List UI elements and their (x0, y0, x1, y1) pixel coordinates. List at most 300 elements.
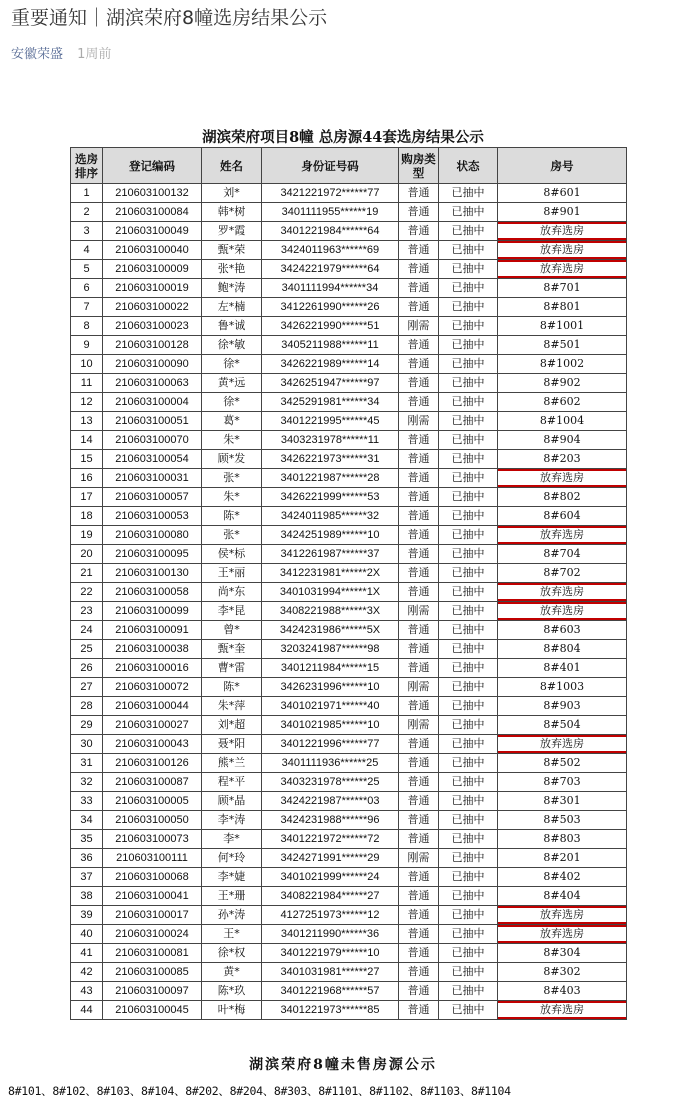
type-cell: 普通 (399, 1001, 439, 1020)
unsold-list: 8#101、8#102、8#103、8#104、8#202、8#204、8#303、8#1101、8#1102、8#1103、8#1104 (8, 1084, 511, 1098)
order-cell: 14 (71, 431, 103, 450)
order-cell: 39 (71, 906, 103, 925)
abandoned-room-cell: 放弃选房 (498, 1001, 627, 1020)
id-cell: 3426251947******97 (262, 374, 399, 393)
status-cell: 已抽中 (439, 317, 498, 336)
highlight-box (498, 906, 627, 925)
table-row (71, 830, 627, 849)
table-row (71, 355, 627, 374)
name-cell: 甄*荣 (202, 241, 262, 260)
code-cell: 210603100050 (103, 811, 202, 830)
code-cell: 210603100009 (103, 260, 202, 279)
order-cell: 38 (71, 887, 103, 906)
name-cell: 曹*雷 (202, 659, 262, 678)
table-row (71, 621, 627, 640)
type-cell: 普通 (399, 279, 439, 298)
code-cell: 210603100130 (103, 564, 202, 583)
status-cell: 已抽中 (439, 982, 498, 1001)
table-row (71, 488, 627, 507)
name-cell: 孙*涛 (202, 906, 262, 925)
type-cell: 普通 (399, 526, 439, 545)
type-cell: 普通 (399, 944, 439, 963)
room-cell: 8#804 (498, 640, 627, 659)
type-cell: 普通 (399, 545, 439, 564)
id-cell: 3401221987******28 (262, 469, 399, 488)
name-cell: 曾* (202, 621, 262, 640)
status-cell: 已抽中 (439, 963, 498, 982)
type-cell: 刚需 (399, 849, 439, 868)
name-cell: 张*艳 (202, 260, 262, 279)
order-cell: 34 (71, 811, 103, 830)
abandoned-room-cell: 放弃选房 (498, 583, 627, 602)
room-cell: 8#802 (498, 488, 627, 507)
abandoned-room-cell: 放弃选房 (498, 222, 627, 241)
order-cell: 18 (71, 507, 103, 526)
id-cell: 3401221972******72 (262, 830, 399, 849)
status-cell: 已抽中 (439, 830, 498, 849)
table-row (71, 754, 627, 773)
name-cell: 顾*晶 (202, 792, 262, 811)
status-cell: 已抽中 (439, 887, 498, 906)
code-cell: 210603100090 (103, 355, 202, 374)
id-cell: 3403231978******25 (262, 773, 399, 792)
table-row (71, 336, 627, 355)
room-cell: 8#1001 (498, 317, 627, 336)
code-cell: 210603100085 (103, 963, 202, 982)
order-cell: 44 (71, 1001, 103, 1020)
status-cell: 已抽中 (439, 450, 498, 469)
code-cell: 210603100051 (103, 412, 202, 431)
code-cell: 210603100087 (103, 773, 202, 792)
table-row (71, 203, 627, 222)
id-cell: 3426221973******31 (262, 450, 399, 469)
highlight-box (498, 469, 627, 488)
abandoned-room-cell: 放弃选房 (498, 906, 627, 925)
room-cell: 8#304 (498, 944, 627, 963)
order-cell: 15 (71, 450, 103, 469)
table-row (71, 298, 627, 317)
id-cell: 3408221988******3X (262, 602, 399, 621)
status-cell: 已抽中 (439, 773, 498, 792)
table-row (71, 222, 627, 241)
code-cell: 210603100027 (103, 716, 202, 735)
status-cell: 已抽中 (439, 925, 498, 944)
table-row (71, 944, 627, 963)
type-cell: 普通 (399, 336, 439, 355)
highlight-box (498, 925, 627, 944)
order-cell: 41 (71, 944, 103, 963)
highlight-box (498, 260, 627, 279)
name-cell: 徐*敏 (202, 336, 262, 355)
status-cell: 已抽中 (439, 526, 498, 545)
type-cell: 普通 (399, 754, 439, 773)
status-cell: 已抽中 (439, 583, 498, 602)
code-cell: 210603100099 (103, 602, 202, 621)
name-cell: 朱* (202, 431, 262, 450)
id-cell: 3405211988******11 (262, 336, 399, 355)
order-cell: 33 (71, 792, 103, 811)
header-type: 购房类型 (399, 148, 439, 184)
order-cell: 6 (71, 279, 103, 298)
status-cell: 已抽中 (439, 336, 498, 355)
highlight-box (498, 222, 627, 241)
table-row (71, 583, 627, 602)
table-row (71, 393, 627, 412)
name-cell: 李*昆 (202, 602, 262, 621)
room-cell: 8#1002 (498, 355, 627, 374)
id-cell: 3424271991******29 (262, 849, 399, 868)
order-cell: 9 (71, 336, 103, 355)
status-cell: 已抽中 (439, 260, 498, 279)
id-cell: 3408221984******27 (262, 887, 399, 906)
room-cell: 8#504 (498, 716, 627, 735)
id-cell: 3401221995******45 (262, 412, 399, 431)
room-cell: 8#301 (498, 792, 627, 811)
results-table (70, 147, 627, 1020)
name-cell: 朱* (202, 488, 262, 507)
order-cell: 28 (71, 697, 103, 716)
account-name-link[interactable]: 安徽荣盛 (11, 47, 64, 62)
type-cell: 普通 (399, 488, 439, 507)
id-cell: 3401221968******57 (262, 982, 399, 1001)
table-row (71, 450, 627, 469)
id-cell: 4127251973******12 (262, 906, 399, 925)
table-row (71, 811, 627, 830)
id-cell: 3401221996******77 (262, 735, 399, 754)
header-name: 姓名 (202, 148, 262, 184)
code-cell: 210603100041 (103, 887, 202, 906)
status-cell: 已抽中 (439, 621, 498, 640)
order-cell: 21 (71, 564, 103, 583)
code-cell: 210603100058 (103, 583, 202, 602)
code-cell: 210603100023 (103, 317, 202, 336)
table-row (71, 431, 627, 450)
type-cell: 普通 (399, 963, 439, 982)
name-cell: 叶*梅 (202, 1001, 262, 1020)
header-room: 房号 (498, 148, 627, 184)
name-cell: 熊*兰 (202, 754, 262, 773)
type-cell: 普通 (399, 982, 439, 1001)
order-cell: 10 (71, 355, 103, 374)
table-row (71, 374, 627, 393)
type-cell: 普通 (399, 184, 439, 203)
table-row (71, 184, 627, 203)
order-cell: 42 (71, 963, 103, 982)
room-cell: 8#203 (498, 450, 627, 469)
name-cell: 陈* (202, 507, 262, 526)
status-cell: 已抽中 (439, 203, 498, 222)
id-cell: 3401021971******40 (262, 697, 399, 716)
status-cell: 已抽中 (439, 355, 498, 374)
order-cell: 24 (71, 621, 103, 640)
id-cell: 3401221984******64 (262, 222, 399, 241)
code-cell: 210603100022 (103, 298, 202, 317)
room-cell: 8#901 (498, 203, 627, 222)
type-cell: 普通 (399, 640, 439, 659)
table-row (71, 849, 627, 868)
status-cell: 已抽中 (439, 944, 498, 963)
header-status: 状态 (439, 148, 498, 184)
code-cell: 210603100016 (103, 659, 202, 678)
code-cell: 210603100031 (103, 469, 202, 488)
type-cell: 普通 (399, 564, 439, 583)
type-cell: 普通 (399, 583, 439, 602)
room-cell: 8#503 (498, 811, 627, 830)
room-cell: 8#402 (498, 868, 627, 887)
room-cell: 8#902 (498, 374, 627, 393)
highlight-box (498, 735, 627, 754)
article-title: 重要通知｜湖滨荣府8幢选房结果公示 (11, 7, 328, 29)
abandoned-room-cell: 放弃选房 (498, 260, 627, 279)
code-cell: 210603100132 (103, 184, 202, 203)
table-row (71, 982, 627, 1001)
name-cell: 何*玲 (202, 849, 262, 868)
code-cell: 210603100005 (103, 792, 202, 811)
status-cell: 已抽中 (439, 868, 498, 887)
type-cell: 普通 (399, 830, 439, 849)
order-cell: 43 (71, 982, 103, 1001)
table-row (71, 241, 627, 260)
status-cell: 已抽中 (439, 640, 498, 659)
name-cell: 徐*权 (202, 944, 262, 963)
table-row (71, 659, 627, 678)
room-cell: 8#201 (498, 849, 627, 868)
type-cell: 普通 (399, 735, 439, 754)
type-cell: 普通 (399, 374, 439, 393)
status-cell: 已抽中 (439, 469, 498, 488)
order-cell: 7 (71, 298, 103, 317)
publish-time: 1周前 (77, 47, 112, 62)
table-header-row (71, 148, 627, 184)
type-cell: 普通 (399, 222, 439, 241)
type-cell: 普通 (399, 773, 439, 792)
table-row (71, 773, 627, 792)
room-cell: 8#404 (498, 887, 627, 906)
type-cell: 普通 (399, 203, 439, 222)
id-cell: 3401111994******34 (262, 279, 399, 298)
table-row (71, 678, 627, 697)
type-cell: 普通 (399, 393, 439, 412)
room-cell: 8#603 (498, 621, 627, 640)
id-cell: 3203241987******98 (262, 640, 399, 659)
room-cell: 8#502 (498, 754, 627, 773)
id-cell: 3401111936******25 (262, 754, 399, 773)
table-row (71, 602, 627, 621)
table-row (71, 317, 627, 336)
code-cell: 210603100040 (103, 241, 202, 260)
header-code: 登记编码 (103, 148, 202, 184)
order-cell: 37 (71, 868, 103, 887)
type-cell: 刚需 (399, 602, 439, 621)
code-cell: 210603100080 (103, 526, 202, 545)
code-cell: 210603100097 (103, 982, 202, 1001)
room-cell: 8#1003 (498, 678, 627, 697)
room-cell: 8#801 (498, 298, 627, 317)
name-cell: 王*丽 (202, 564, 262, 583)
code-cell: 210603100073 (103, 830, 202, 849)
id-cell: 3425291981******34 (262, 393, 399, 412)
order-cell: 32 (71, 773, 103, 792)
code-cell: 210603100054 (103, 450, 202, 469)
code-cell: 210603100057 (103, 488, 202, 507)
unsold-title: 湖滨荣府8幢未售房源公示 (249, 1057, 437, 1073)
name-cell: 聂*阳 (202, 735, 262, 754)
order-cell: 20 (71, 545, 103, 564)
id-cell: 3403231978******11 (262, 431, 399, 450)
name-cell: 李*涛 (202, 811, 262, 830)
order-cell: 1 (71, 184, 103, 203)
table-row (71, 868, 627, 887)
name-cell: 鲁*诚 (202, 317, 262, 336)
order-cell: 23 (71, 602, 103, 621)
status-cell: 已抽中 (439, 811, 498, 830)
table-row (71, 963, 627, 982)
status-cell: 已抽中 (439, 697, 498, 716)
code-cell: 210603100004 (103, 393, 202, 412)
table-row (71, 412, 627, 431)
id-cell: 3401211984******15 (262, 659, 399, 678)
type-cell: 普通 (399, 887, 439, 906)
article-meta (11, 43, 111, 62)
type-cell: 普通 (399, 450, 439, 469)
room-cell: 8#602 (498, 393, 627, 412)
room-cell: 8#604 (498, 507, 627, 526)
table-row (71, 526, 627, 545)
type-cell: 普通 (399, 507, 439, 526)
id-cell: 3412261990******26 (262, 298, 399, 317)
highlight-box (498, 526, 627, 545)
room-cell: 8#701 (498, 279, 627, 298)
code-cell: 210603100111 (103, 849, 202, 868)
table-row (71, 640, 627, 659)
highlight-box (498, 583, 627, 602)
order-cell: 30 (71, 735, 103, 754)
name-cell: 侯*标 (202, 545, 262, 564)
code-cell: 210603100091 (103, 621, 202, 640)
table-row (71, 716, 627, 735)
header-id: 身份证号码 (262, 148, 399, 184)
id-cell: 3424231988******96 (262, 811, 399, 830)
id-cell: 3401211990******36 (262, 925, 399, 944)
name-cell: 尚*东 (202, 583, 262, 602)
code-cell: 210603100063 (103, 374, 202, 393)
type-cell: 普通 (399, 298, 439, 317)
table-row (71, 925, 627, 944)
status-cell: 已抽中 (439, 488, 498, 507)
type-cell: 普通 (399, 621, 439, 640)
table-row (71, 906, 627, 925)
room-cell: 8#704 (498, 545, 627, 564)
room-cell: 8#903 (498, 697, 627, 716)
code-cell: 210603100070 (103, 431, 202, 450)
id-cell: 3424231986******5X (262, 621, 399, 640)
room-cell: 8#803 (498, 830, 627, 849)
order-cell: 12 (71, 393, 103, 412)
status-cell: 已抽中 (439, 1001, 498, 1020)
type-cell: 普通 (399, 431, 439, 450)
abandoned-room-cell: 放弃选房 (498, 469, 627, 488)
code-cell: 210603100072 (103, 678, 202, 697)
order-cell: 13 (71, 412, 103, 431)
name-cell: 黄* (202, 963, 262, 982)
status-cell: 已抽中 (439, 602, 498, 621)
table-row (71, 260, 627, 279)
room-cell: 8#601 (498, 184, 627, 203)
code-cell: 210603100049 (103, 222, 202, 241)
id-cell: 3426231996******10 (262, 678, 399, 697)
name-cell: 刘*超 (202, 716, 262, 735)
status-cell: 已抽中 (439, 222, 498, 241)
order-cell: 35 (71, 830, 103, 849)
id-cell: 3424221987******03 (262, 792, 399, 811)
type-cell: 普通 (399, 792, 439, 811)
code-cell: 210603100045 (103, 1001, 202, 1020)
room-cell: 8#702 (498, 564, 627, 583)
order-cell: 3 (71, 222, 103, 241)
id-cell: 3412261987******37 (262, 545, 399, 564)
id-cell: 3401031994******1X (262, 583, 399, 602)
status-cell: 已抽中 (439, 659, 498, 678)
id-cell: 3426221989******14 (262, 355, 399, 374)
name-cell: 张* (202, 469, 262, 488)
name-cell: 韩*树 (202, 203, 262, 222)
status-cell: 已抽中 (439, 241, 498, 260)
status-cell: 已抽中 (439, 545, 498, 564)
status-cell: 已抽中 (439, 716, 498, 735)
order-cell: 2 (71, 203, 103, 222)
order-cell: 29 (71, 716, 103, 735)
code-cell: 210603100068 (103, 868, 202, 887)
id-cell: 3401021999******24 (262, 868, 399, 887)
name-cell: 甄*奎 (202, 640, 262, 659)
status-cell: 已抽中 (439, 374, 498, 393)
status-cell: 已抽中 (439, 184, 498, 203)
order-cell: 4 (71, 241, 103, 260)
status-cell: 已抽中 (439, 564, 498, 583)
name-cell: 程*平 (202, 773, 262, 792)
name-cell: 李*婕 (202, 868, 262, 887)
table-row (71, 279, 627, 298)
type-cell: 刚需 (399, 412, 439, 431)
name-cell: 葛* (202, 412, 262, 431)
name-cell: 刘* (202, 184, 262, 203)
table-row (71, 697, 627, 716)
table-row (71, 564, 627, 583)
status-cell: 已抽中 (439, 431, 498, 450)
highlight-box (498, 1001, 627, 1020)
id-cell: 3424011985******32 (262, 507, 399, 526)
code-cell: 210603100081 (103, 944, 202, 963)
highlight-box (498, 602, 627, 621)
table-row (71, 735, 627, 754)
order-cell: 19 (71, 526, 103, 545)
status-cell: 已抽中 (439, 678, 498, 697)
abandoned-room-cell: 放弃选房 (498, 925, 627, 944)
name-cell: 张* (202, 526, 262, 545)
type-cell: 普通 (399, 469, 439, 488)
id-cell: 3426221990******51 (262, 317, 399, 336)
code-cell: 210603100044 (103, 697, 202, 716)
name-cell: 朱*萍 (202, 697, 262, 716)
room-cell: 8#302 (498, 963, 627, 982)
type-cell: 普通 (399, 906, 439, 925)
name-cell: 左*楠 (202, 298, 262, 317)
code-cell: 210603100017 (103, 906, 202, 925)
status-cell: 已抽中 (439, 298, 498, 317)
highlight-box (498, 241, 627, 260)
id-cell: 3401111955******19 (262, 203, 399, 222)
header-order: 选房排序 (71, 148, 103, 184)
